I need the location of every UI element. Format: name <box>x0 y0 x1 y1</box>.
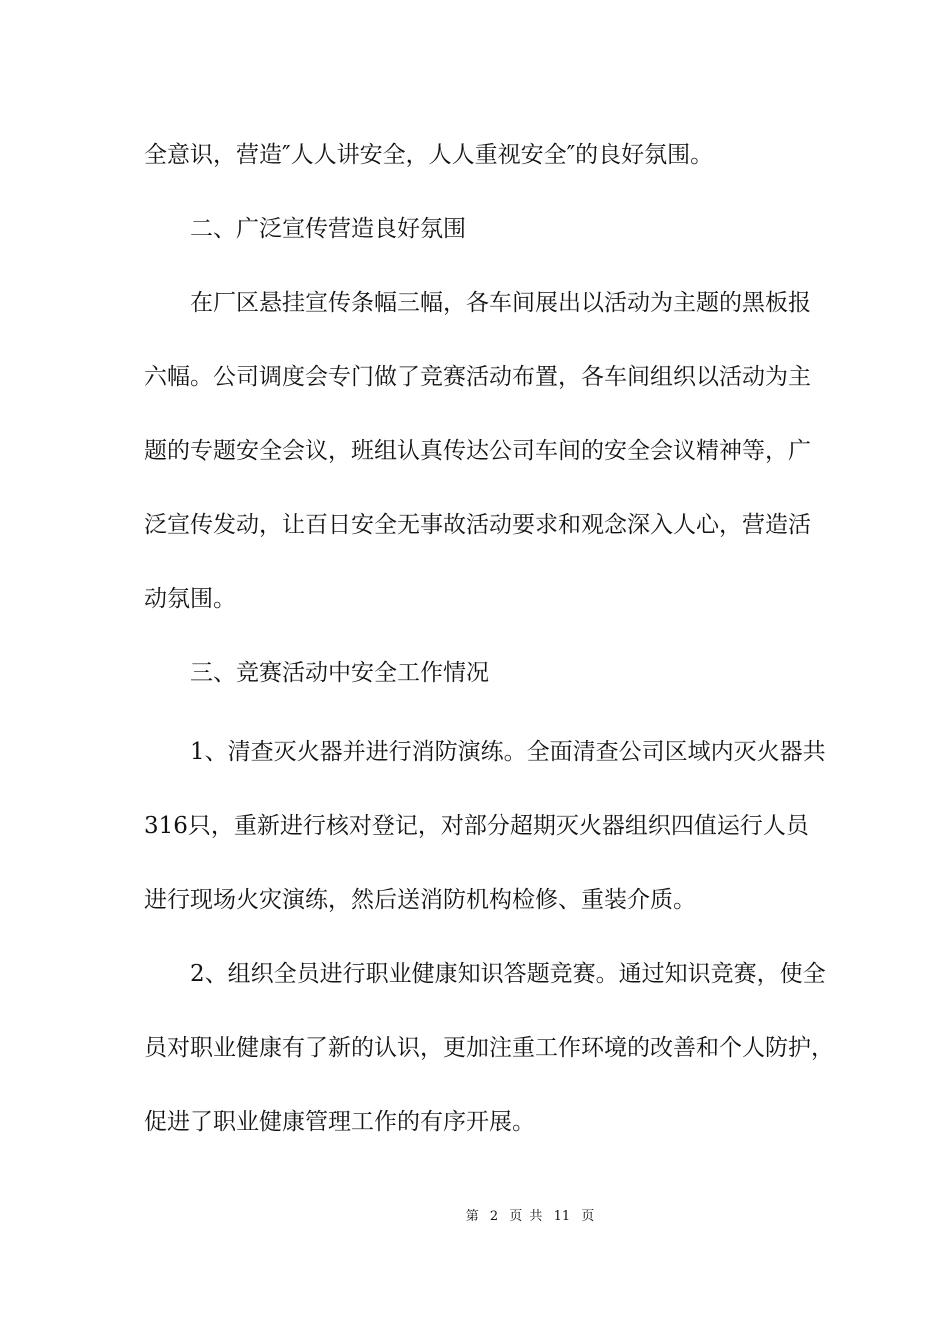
text-line: 在厂区悬挂宣传条幅三幅，各车间展出以活动为主题的黑板报 <box>144 290 811 316</box>
text-line: 促进了职业健康管理工作的有序开展。 <box>144 1109 535 1135</box>
section-heading: 三、竞赛活动中安全工作情况 <box>144 660 489 686</box>
text-line: 泛宣传发动，让百日安全无事故活动要求和观念深入人心，营造活 <box>144 512 811 538</box>
text-line: 题的专题安全会议，班组认真传达公司车间的安全会议精神等，广 <box>144 438 811 464</box>
section-heading: 二、广泛宣传营造良好氛围 <box>144 216 466 242</box>
text-line: 动氛围。 <box>144 586 236 612</box>
footer-current-page: 2 <box>489 1209 499 1224</box>
text-line: 全意识，营造″人人讲安全，人人重视安全″的良好氛围。 <box>144 142 714 168</box>
footer-prefix: 第 <box>465 1209 479 1224</box>
footer-middle: 页 共 <box>509 1209 543 1224</box>
text-line: 六幅。公司调度会专门做了竞赛活动布置，各车间组织以活动为主 <box>144 364 811 390</box>
text-line: 员对职业健康有了新的认识，更加注重工作环境的改善和个人防护， <box>144 1035 834 1061</box>
text-line: 1、清查灭火器并进行消防演练。全面清查公司区域内灭火器共 <box>144 739 826 765</box>
text-line: 进行现场火灾演练，然后送消防机构检修、重装介质。 <box>144 887 696 913</box>
text-line: 2、组织全员进行职业健康知识答题竞赛。通过知识竞赛，使全 <box>144 961 826 987</box>
text-line: 316只，重新进行核对登记，对部分超期灭火器组织四值运行人员 <box>144 813 809 839</box>
footer-suffix: 页 <box>581 1209 595 1224</box>
page-footer <box>0 1208 950 1226</box>
footer-total-pages: 11 <box>553 1209 571 1224</box>
